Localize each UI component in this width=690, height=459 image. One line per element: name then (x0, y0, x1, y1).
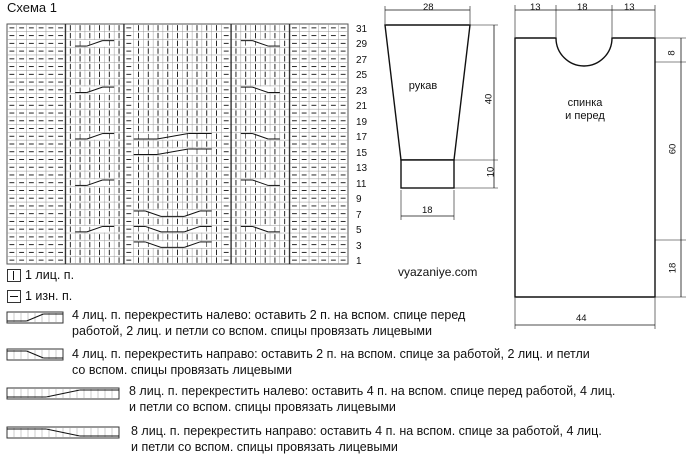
row-number: 27 (356, 54, 368, 66)
row-number: 11 (356, 178, 367, 190)
body-label-line1: спинка (567, 97, 603, 109)
row-number: 25 (356, 70, 368, 82)
legend-cable4-right-line2: со вспом. спицы провязать лицевыми (72, 363, 292, 377)
row-number: 29 (356, 39, 368, 51)
sleeve-label: рукав (408, 80, 438, 92)
body-neck-width: 18 (577, 2, 588, 13)
sleeve-cuff-height: 10 (485, 166, 497, 178)
body-shoulder-left: 13 (530, 2, 541, 13)
body-upper-length: 60 (667, 143, 679, 155)
legend-cable8-left-line2: и петли со вспом. спицы провязать лицевыми (129, 400, 396, 414)
body-lower-length: 18 (667, 262, 679, 274)
row-number: 21 (356, 101, 368, 113)
legend-knit-label: 1 лиц. п. (25, 268, 75, 282)
legend-cable4-left-line1: 4 лиц. п. перекрестить налево: оставить 2 п. на вспом. спице перед (72, 308, 466, 322)
row-number: 3 (356, 240, 362, 252)
legend-cable4-left-line2: работой, 2 лиц. и петли со вспом. спицы провязать лицевыми (72, 324, 432, 338)
legend-cable8-right-line1: 8 лиц. п. перекрестить направо: оставить 4 п. на вспом. спице за работой, 4 лиц. (131, 424, 602, 438)
legend-cable4-right-line1: 4 лиц. п. перекрестить направо: оставить 2 п. на вспом. спице за работой, 2 лиц. и петли (72, 347, 590, 361)
row-number: 7 (356, 209, 362, 221)
chart-title: Схема 1 (7, 0, 57, 15)
body-width: 44 (576, 313, 587, 324)
row-number: 1 (356, 256, 362, 268)
row-number: 15 (356, 147, 368, 159)
purl-symbol-icon (7, 290, 21, 303)
sleeve-cuff (401, 160, 454, 188)
body-label-line2: и перед (565, 110, 605, 122)
row-number: 13 (356, 163, 368, 175)
row-number: 23 (356, 85, 368, 97)
body-shoulder-right: 13 (624, 2, 635, 13)
sleeve-bottom-width: 18 (422, 205, 433, 216)
body-outline (515, 38, 655, 297)
row-number: 17 (356, 132, 368, 144)
row-number: 5 (356, 225, 362, 237)
legend-cable8-left-line1: 8 лиц. п. перекрестить налево: оставить 4 п. на вспом. спице перед работой, 4 лиц. (129, 384, 616, 398)
knit-symbol-icon (7, 269, 21, 282)
legend-cable8-right-line2: и петли со вспом. спицы провязать лицевыми (131, 440, 398, 454)
row-number: 31 (356, 24, 368, 35)
sleeve-length: 40 (483, 93, 495, 105)
legend-purl-label: 1 изн. п. (25, 289, 73, 303)
row-number: 19 (356, 116, 368, 128)
sleeve-top-width: 28 (423, 2, 434, 13)
row-number: 9 (356, 194, 362, 206)
website-watermark: vyazaniye.com (398, 265, 478, 279)
body-neck-depth: 8 (666, 50, 678, 56)
